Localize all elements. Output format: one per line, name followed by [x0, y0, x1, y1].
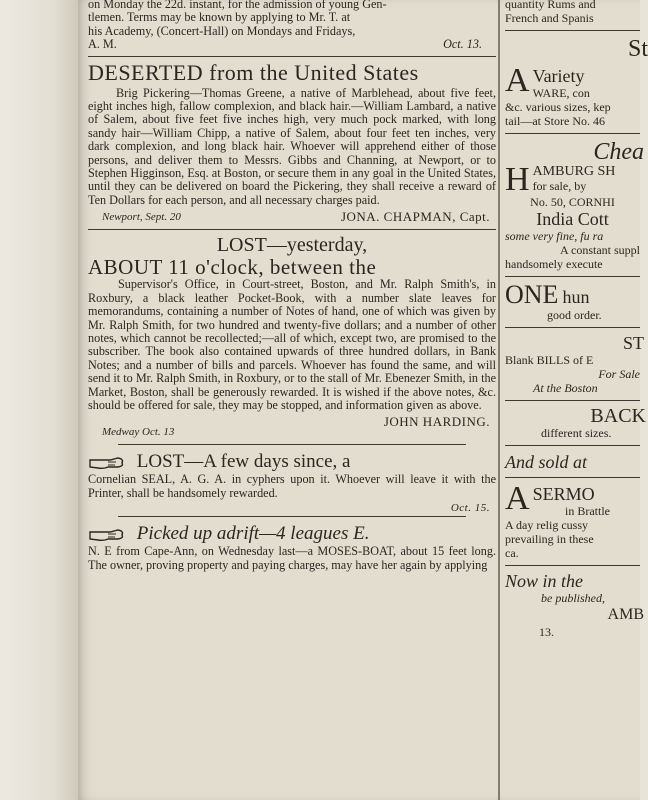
lost-seal-body: Cornelian SEAL, A. G. A. in cyphers upon it. Whoever will leave it with the Printer, shall be handsomely rewarded.	[88, 472, 496, 500]
num-13: 13.	[539, 625, 554, 639]
and-sold-at: And sold at	[505, 452, 588, 472]
variety-title: Variety	[532, 66, 585, 86]
right-rule	[505, 327, 640, 328]
sermon-ad	[505, 480, 640, 560]
deserted-ad	[88, 61, 496, 224]
one-hundred-ad	[505, 282, 640, 322]
hamburg-constant: A constant suppl	[560, 243, 640, 257]
variety-various: &c. various sizes, kep	[505, 100, 611, 114]
section-rule	[118, 444, 466, 445]
hamburg-india: India Cott	[536, 209, 609, 229]
main-column	[88, 0, 496, 800]
lost-headline: LOST—yesterday,	[216, 234, 368, 257]
back-title: BACK	[590, 405, 646, 427]
section-rule	[118, 516, 466, 517]
bills-forsale: For Sale	[598, 367, 640, 381]
back-different: different sizes.	[541, 426, 612, 440]
top-line-4: A. M.	[88, 37, 117, 52]
sermon-prevailing: prevailing in these	[505, 532, 594, 546]
variety-store: tail—at Store No. 46	[505, 114, 605, 128]
hamburg-sometime: some very fine, fu ra	[505, 229, 604, 243]
deserted-date: Newport, Sept. 20	[102, 211, 181, 224]
pointing-hand-icon	[88, 527, 126, 543]
top-date: Oct. 13.	[443, 37, 482, 52]
right-rule	[505, 445, 640, 446]
top-line-1: on Monday the 22d. instant, for the admission of young Gen-	[88, 0, 387, 11]
section-rule	[88, 56, 496, 57]
blank-bills-ad	[505, 333, 644, 395]
top-line-3: his Academy, (Concert-Hall) on Mondays and Fridays,	[88, 23, 356, 38]
top-line-4-row	[88, 38, 496, 51]
variety-ad	[505, 62, 640, 128]
hamburg-ad	[505, 161, 640, 271]
variety-ware: WARE, con	[532, 86, 590, 100]
lost-seal-head-row	[88, 451, 496, 473]
right-frag-1: quantity Rums and	[505, 0, 596, 11]
amb-title: AMB	[607, 606, 644, 623]
right-s-head: St	[627, 36, 648, 62]
bills-blank: Blank BILLS of E	[505, 353, 594, 367]
lost-lead: ABOUT 11 o'clock, between the	[88, 255, 377, 280]
right-rule	[505, 565, 640, 566]
right-rule	[505, 400, 640, 401]
lost-seal-date: Oct. 15.	[450, 502, 490, 515]
lost-signature: JOHN HARDING.	[383, 414, 490, 430]
picked-up-ad	[88, 523, 496, 572]
one-good-order: good order.	[547, 308, 602, 322]
right-chea: Chea	[593, 139, 644, 165]
hamburg-handsomely: handsomely execute	[505, 257, 603, 271]
hamburg-cornhill: No. 50, CORNHI	[530, 195, 615, 209]
right-column	[505, 0, 648, 800]
deserted-body: Brig Pickering—Thomas Greene, a native of Marblehead, about five feet, eight inches high, fallow complexion, and black hair.—William Lambard, a native of Salem, about five feet five inches high, very much pock marked, with long sandy hair—William Chipp, a native of Salem, about four feet ten inches, very dark complexion, and long black hair. Whoever will apprehend either of those persons, and deliver them to Messrs. Gibbs and Channing, at Newport, or to Stephen Higginson, Esq. at Boston, or secure them in any goal in the United States, until they can be delivered on board the Pickering, they shall receive a reward of Ten Dollars for each person, and all necessary charges paid.	[88, 85, 496, 207]
deserted-headline-row	[88, 61, 496, 85]
bills-boston: At the Boston	[533, 381, 598, 395]
lost-seal-ad	[88, 451, 496, 514]
page-margin-background	[0, 0, 78, 800]
hamburg-title: AMBURG SH	[532, 164, 616, 179]
variety-dropcap: A	[505, 62, 530, 99]
picked-up-body: N. E from Cape-Ann, on Wednesday last—a MOSES-BOAT, about 15 feet long. The owner, proving property and paying charges, may have her again by applying	[88, 544, 496, 572]
lost-date: Medway Oct. 13	[102, 426, 175, 439]
hamburg-forsale: for sale, by	[532, 179, 587, 193]
right-rule	[505, 30, 640, 31]
right-rule	[505, 477, 640, 478]
one-hund: hun	[562, 287, 590, 307]
one-title: ONE	[505, 280, 559, 309]
sermon-dropcap: A	[505, 480, 530, 517]
right-rule	[505, 276, 640, 277]
be-published: be published,	[541, 591, 605, 605]
right-frag-2: French and Spanis	[505, 11, 594, 25]
lost-seal-headline: LOST—A few days since, a	[136, 451, 351, 473]
top-line-2: tlemen. Terms may be known by applying to Mr. T. at	[88, 10, 351, 25]
now-in-the: Now in the	[505, 571, 584, 591]
lost-body: Supervisor's Office, in Court-street, Boston, and Mr. Ralph Smith's, in Roxbury, a black leather Pocket-Book, with a number slate leaves for memorandums, containing a number of Notes of hand, one of which was given by Mr. Ralph Smith, for two hundred and twenty-five dollars; and a number of other notes, which cannot be recollected;—all of which, except two, are promised to the subscriber. The book also contained upwards of three hundred dollars, in Bank Notes; and a number of bills and parcels. Whoever has found the same, and will send it to Mr. Ralph Smith, in Roxbury, or to the stall of Mr. Ebenezer Smith, in the Market, Boston, shall be generously rewarded. It is wished if the above notes, &c. should be offered for sale, they may be stopped, and information given as above.	[88, 277, 496, 412]
top-fragment	[88, 0, 496, 52]
sermon-title: SERMO	[532, 484, 595, 504]
right-rule	[505, 133, 640, 134]
bills-st: ST	[622, 333, 644, 353]
lost-ad	[88, 234, 496, 438]
pointing-hand-icon	[88, 455, 126, 471]
sermon-ca: ca.	[505, 546, 519, 560]
section-rule	[88, 229, 496, 230]
sermon-day: A day relig cussy	[505, 518, 588, 532]
hamburg-dropcap: H	[505, 161, 530, 198]
deserted-signature: JONA. CHAPMAN, Capt.	[340, 209, 490, 225]
sermon-brattle: in Brattle	[565, 504, 610, 518]
picked-up-head-row	[88, 523, 496, 545]
picked-up-headline: Picked up adrift—4 leagues E.	[136, 523, 370, 545]
deserted-headline: DESERTED from the United States	[88, 59, 419, 85]
column-divider	[498, 0, 500, 800]
